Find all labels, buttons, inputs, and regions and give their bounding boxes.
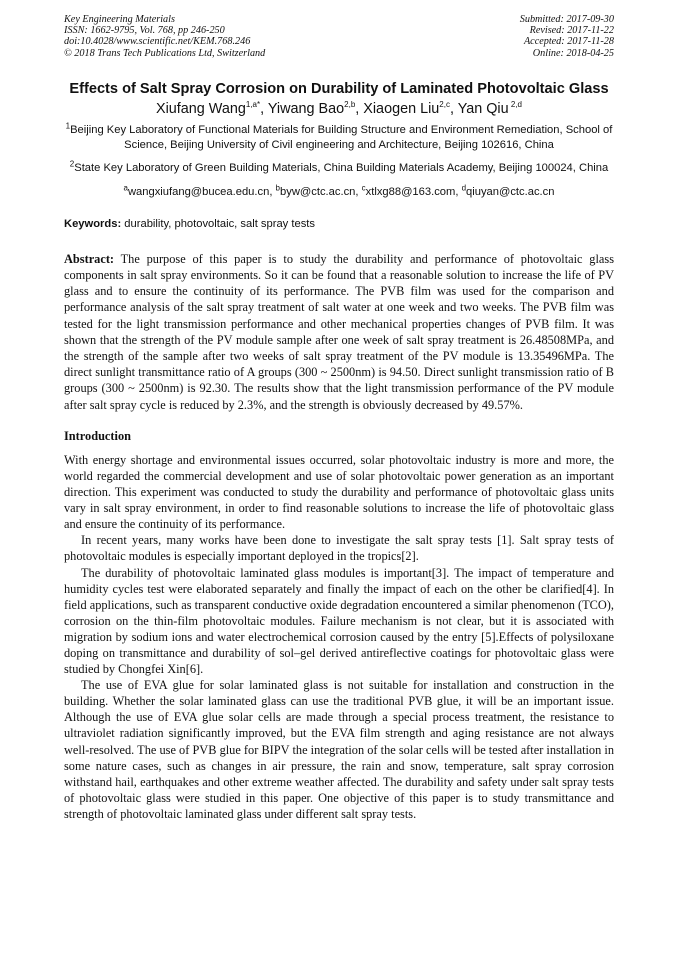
journal-name: Key Engineering Materials: [64, 14, 175, 25]
affiliation-2: [64, 161, 614, 176]
journal-issn: ISSN: 1662-9795, Vol. 768, pp 246-250: [64, 25, 225, 37]
email-list: [64, 185, 614, 200]
paragraph: The use of EVA glue for solar laminated glass is not suitable for installation and construction in the building. Whether the solar laminated glass can use the traditional PVB glue, it will be an important issue. Although the use of EVA glue solar cells are made through a special process treatment, the resistance to ultraviolet radiation significantly improved, but the EVA film strength and aging resistance are not always well-resolved. The use of PVB glue for BIPV the integration of the solar cells will be tested after installation in some nature cases, such as changes in air pressure, the rain and snow, temperature, salt spray corrosion withstand hail, earthquakes and other extreme weather affected. The durability and safety under salt spray tests of photovoltaic glass were studied in this paper. One objective of this paper is to study transmittance and strength of photovoltaic laminated glass under different salt spray tests.: [64, 678, 614, 821]
author-list: [64, 100, 614, 118]
keywords-text: durability, photovoltaic, salt spray tests: [121, 217, 316, 230]
email-sup: d: [461, 183, 467, 193]
affiliation-text: Beijing Key Laboratory of Functional Materials for Building Structure and Environment Remediation, School of Science, Beijing University of Civil engineering and Architecture, Beijing 102616, China: [70, 123, 613, 151]
abstract-text: The purpose of this paper is to study the durability and performance of photovoltaic glass components in salt spray environments. So it can be found that a reasonable solution to increase the life of PV glass and to ensure the continuity of its performance. The PVB film was used for the comparison and performance analysis of the salt spray treatment of salt water at one week and two weeks. The PVB film was tested for the light transmission performance and other mechanical properties changes of PVB film. It was shown that the strength of the PV module sample after one week of salt spray treatment is 26.48508MPa, and the strength of the sample after two weeks of salt spray treatment of the PV module is 13.35496MPa. The direct sunlight transmittance ratio of A groups (300 ~ 2500nm) is 94.50. Direct sunlight transmission ratio of B groups (300 ~ 2500nm) is 92.30. The results show that the light transmission performance of the PV module after salt spray cycle is reduced by 2.3%, and the strength is obviously decreased by 49.57%.: [64, 251, 614, 412]
keywords: [64, 217, 614, 232]
publication-dates: [520, 14, 614, 59]
author-sup: 2,c: [439, 100, 450, 110]
author-sep: ,: [260, 100, 268, 117]
date-revised: Revised: 2017-11-22: [529, 25, 614, 37]
email-link[interactable]: qiuyan@ctc.ac.cn: [466, 185, 555, 198]
abstract: [64, 251, 614, 413]
paragraph: The durability of photovoltaic laminated glass modules is important[3]. The impact of temperature and humidity cycles test were elaborated separately and finally the impact of each on the other be clarified[4]. In field applications, such as transparent conductive oxide degradation encountered a similar phenomenon (TCO), corrosion on the thin-film photovoltaic modules. Failure mechanism is not clear, but it is associated with migration by sodium ions and water electrochemical corrosion caused by the entry [5].Effects of polysiloxane doping on transmittance and durability of sol–gel derived antireflective coatings for photovoltaic glass were studied by Chongfei Xin[6].: [64, 565, 614, 677]
author-name: Xiufang Wang: [156, 100, 246, 117]
affiliation-1: [64, 123, 614, 153]
date-submitted: Submitted: 2017-09-30: [519, 14, 614, 25]
journal-header: [64, 14, 614, 59]
email-sup: a: [123, 183, 128, 193]
author-sup: 2,d: [508, 100, 522, 110]
author-sep: ,: [449, 100, 458, 117]
affiliation-sup: 1: [65, 121, 71, 131]
journal-copyright: © 2018 Trans Tech Publications Ltd, Switzerland: [64, 47, 266, 59]
author-name: Yiwang Bao: [267, 100, 345, 117]
section-heading-introduction: Introduction: [64, 428, 131, 443]
email-link[interactable]: xtlxg88@163.com,: [365, 185, 462, 198]
journal-doi[interactable]: doi:10.4028/www.scientific.net/KEM.768.246: [64, 36, 251, 48]
abstract-label: Abstract:: [64, 251, 115, 266]
journal-info: [64, 14, 265, 59]
affiliation-sup: 2: [69, 159, 75, 169]
author-sup: 1,a*: [245, 100, 261, 110]
keywords-label: Keywords:: [64, 217, 122, 230]
email-sup: b: [275, 183, 280, 193]
date-online: Online: 2018-04-25: [532, 47, 614, 59]
email-link[interactable]: wangxiufang@bucea.edu.cn,: [127, 185, 276, 198]
email-sup: c: [361, 183, 366, 193]
email-link[interactable]: byw@ctc.ac.cn,: [280, 185, 362, 198]
paragraph: In recent years, many works have been done to investigate the salt spray tests [1]. Salt spray tests of photovoltaic modules is especially important deployed in the tropics[2].: [64, 533, 614, 564]
author-sep: ,: [355, 100, 364, 117]
paper-page: [64, 14, 614, 822]
paragraph: With energy shortage and environmental issues occurred, solar photovoltaic industry is more and more, the world regarded the commercial development and use of solar photovoltaic power generation as an important direction. This experiment was conducted to study the durability and performance of photovoltaic glass units vary in salt spray environment, in order to find reasonable solutions to increase the life of photovoltaic glass and ensure the continuity of its performance.: [64, 452, 614, 532]
date-accepted: Accepted: 2017-11-28: [523, 36, 614, 48]
author-name: Xiaogen Liu: [363, 100, 440, 117]
author-sup: 2,b: [344, 100, 356, 110]
author-name: Yan Qiu: [457, 100, 509, 117]
affiliation-text: State Key Laboratory of Green Building Materials, China Building Materials Academy, Beijing 100024, China: [74, 161, 609, 174]
paper-title: Effects of Salt Spray Corrosion on Durability of Laminated Photovoltaic Glass: [69, 80, 609, 97]
